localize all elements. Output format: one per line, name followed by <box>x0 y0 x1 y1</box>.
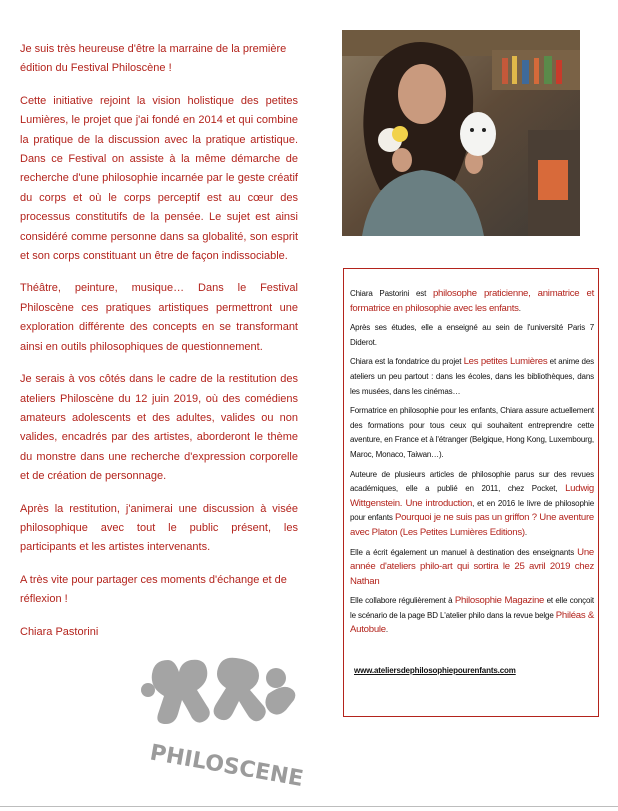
letter-paragraph-2: Théâtre, peinture, musique… Dans le Festival Philoscène ces pratiques artistiques permettront une exploration différente des concepts en se transformant ainsi en outils philosophiques de questionnement. <box>20 282 298 353</box>
letter-column <box>20 40 298 655</box>
page-bottom-rule <box>0 806 618 807</box>
bio-text: , et en 2016 le livre de philosophie pour enfants <box>350 498 594 523</box>
letter-greeting: Je suis très heureuse d'être la marraine de la première édition du Festival Philoscène ! <box>20 43 287 75</box>
bio-highlight: Philéas & Autobule <box>350 609 594 636</box>
bio-box <box>343 268 599 717</box>
bio-highlight: Pourquoi je ne suis pas un griffon ? Une aventure avec Platon (Les Petites Lumières Editions) <box>350 512 594 538</box>
bio-highlight: philosophe praticienne, animatrice et formatrice en philosophie avec les enfants <box>350 288 594 314</box>
letter-paragraph-5: A très vite pour partager ces moments d'échange et de réflexion ! <box>20 573 287 606</box>
philoscene-logo <box>128 650 318 800</box>
bio-text: Après ses études, elle a enseigné au sein de l'université Paris 7 Diderot. <box>350 323 594 347</box>
bio-paragraph-3 <box>350 355 594 399</box>
bio-highlight: Ludwig Wittgenstein. Une introduction <box>350 483 594 509</box>
letter-signature: Chiara Pastorini <box>20 625 99 638</box>
bio-paragraph-7 <box>350 594 594 638</box>
bio-paragraph-1 <box>350 287 594 316</box>
bio-text: et anime des ateliers un peu partout : dans les écoles, dans les bibliothèques, dans les musées, dans les cinémas… <box>350 357 595 396</box>
bio-text: Auteure de plusieurs articles de philosophie parus sur des revues académiques, elle a publié en 2011, chez Pocket, <box>350 469 594 494</box>
bio-text: . <box>518 303 521 313</box>
bio-paragraph-6 <box>350 546 594 590</box>
bio-paragraph-2 <box>350 321 594 350</box>
bio-text: . <box>524 527 527 537</box>
website-link[interactable]: www.ateliersdephilosophiepourenfants.com <box>354 666 516 676</box>
bio-text: . <box>385 625 388 635</box>
bio-text: Formatrice en philosophie pour les enfants, Chiara assure actuellement des formations pour tous ceux qui souhaitent entreprendre cette aventure, en France et à l'étranger (Belgique, Hong Kong, Luxembourg, Maroc, Monaco, Taiwan…). <box>350 406 594 459</box>
bio-paragraph-5 <box>350 468 594 541</box>
bio-text: Chiara Pastorini est <box>350 289 433 298</box>
bio-text: Chiara est la fondatrice du projet <box>350 357 464 367</box>
bio-highlight: Philosophie Magazine <box>454 595 545 607</box>
letter-paragraph-4: Après la restitution, j'animerai une discussion à visée philosophique avec tout le public présent, les participants et les artistes intervenants. <box>20 502 298 554</box>
portrait-photo <box>342 30 580 236</box>
letter-paragraph-3: Je serais à vos côtés dans le cadre de la restitution des ateliers Philoscène du 12 juin 2019, où des comédiens amateurs adolescents et des adultes, valides ou non valides, encadrés par des artistes, aborderont le thème du monstre dans une recherche d'expression corporelle et de création de personnage. <box>20 373 298 483</box>
bio-text: Elle a écrit également un manuel à destination des enseignants <box>350 547 578 557</box>
bio-paragraph-4 <box>350 404 594 462</box>
letter-paragraph-1: Cette initiative rejoint la vision holistique des petites Lumières, le projet que j'ai fondé en 2014 et qui combine la pratique de la discussion avec la pratique artistique. Dans ce Festival on assiste à la même démarche de recherche d'une philosophie incarnée par le geste créatif du corps et où le corps perceptif est au cœur des processus constitutifs de la pensée. Le sujet est ainsi considéré comme personne dans sa globalité, son esprit et son corps constituant un être de façon indissociable. <box>20 94 298 263</box>
bio-highlight: Les petites Lumières <box>463 356 548 368</box>
bio-text: et elle conçoit le scénario de la page BD L'atelier philo dans la revue belge <box>350 596 594 620</box>
bio-text: Elle collabore régulièrement à <box>350 596 455 606</box>
logo-wordmark: PHILOSCENE <box>147 740 306 792</box>
bio-highlight: Une année d'ateliers philo-art qui sortira le 25 avril 2019 chez Nathan <box>350 546 594 587</box>
